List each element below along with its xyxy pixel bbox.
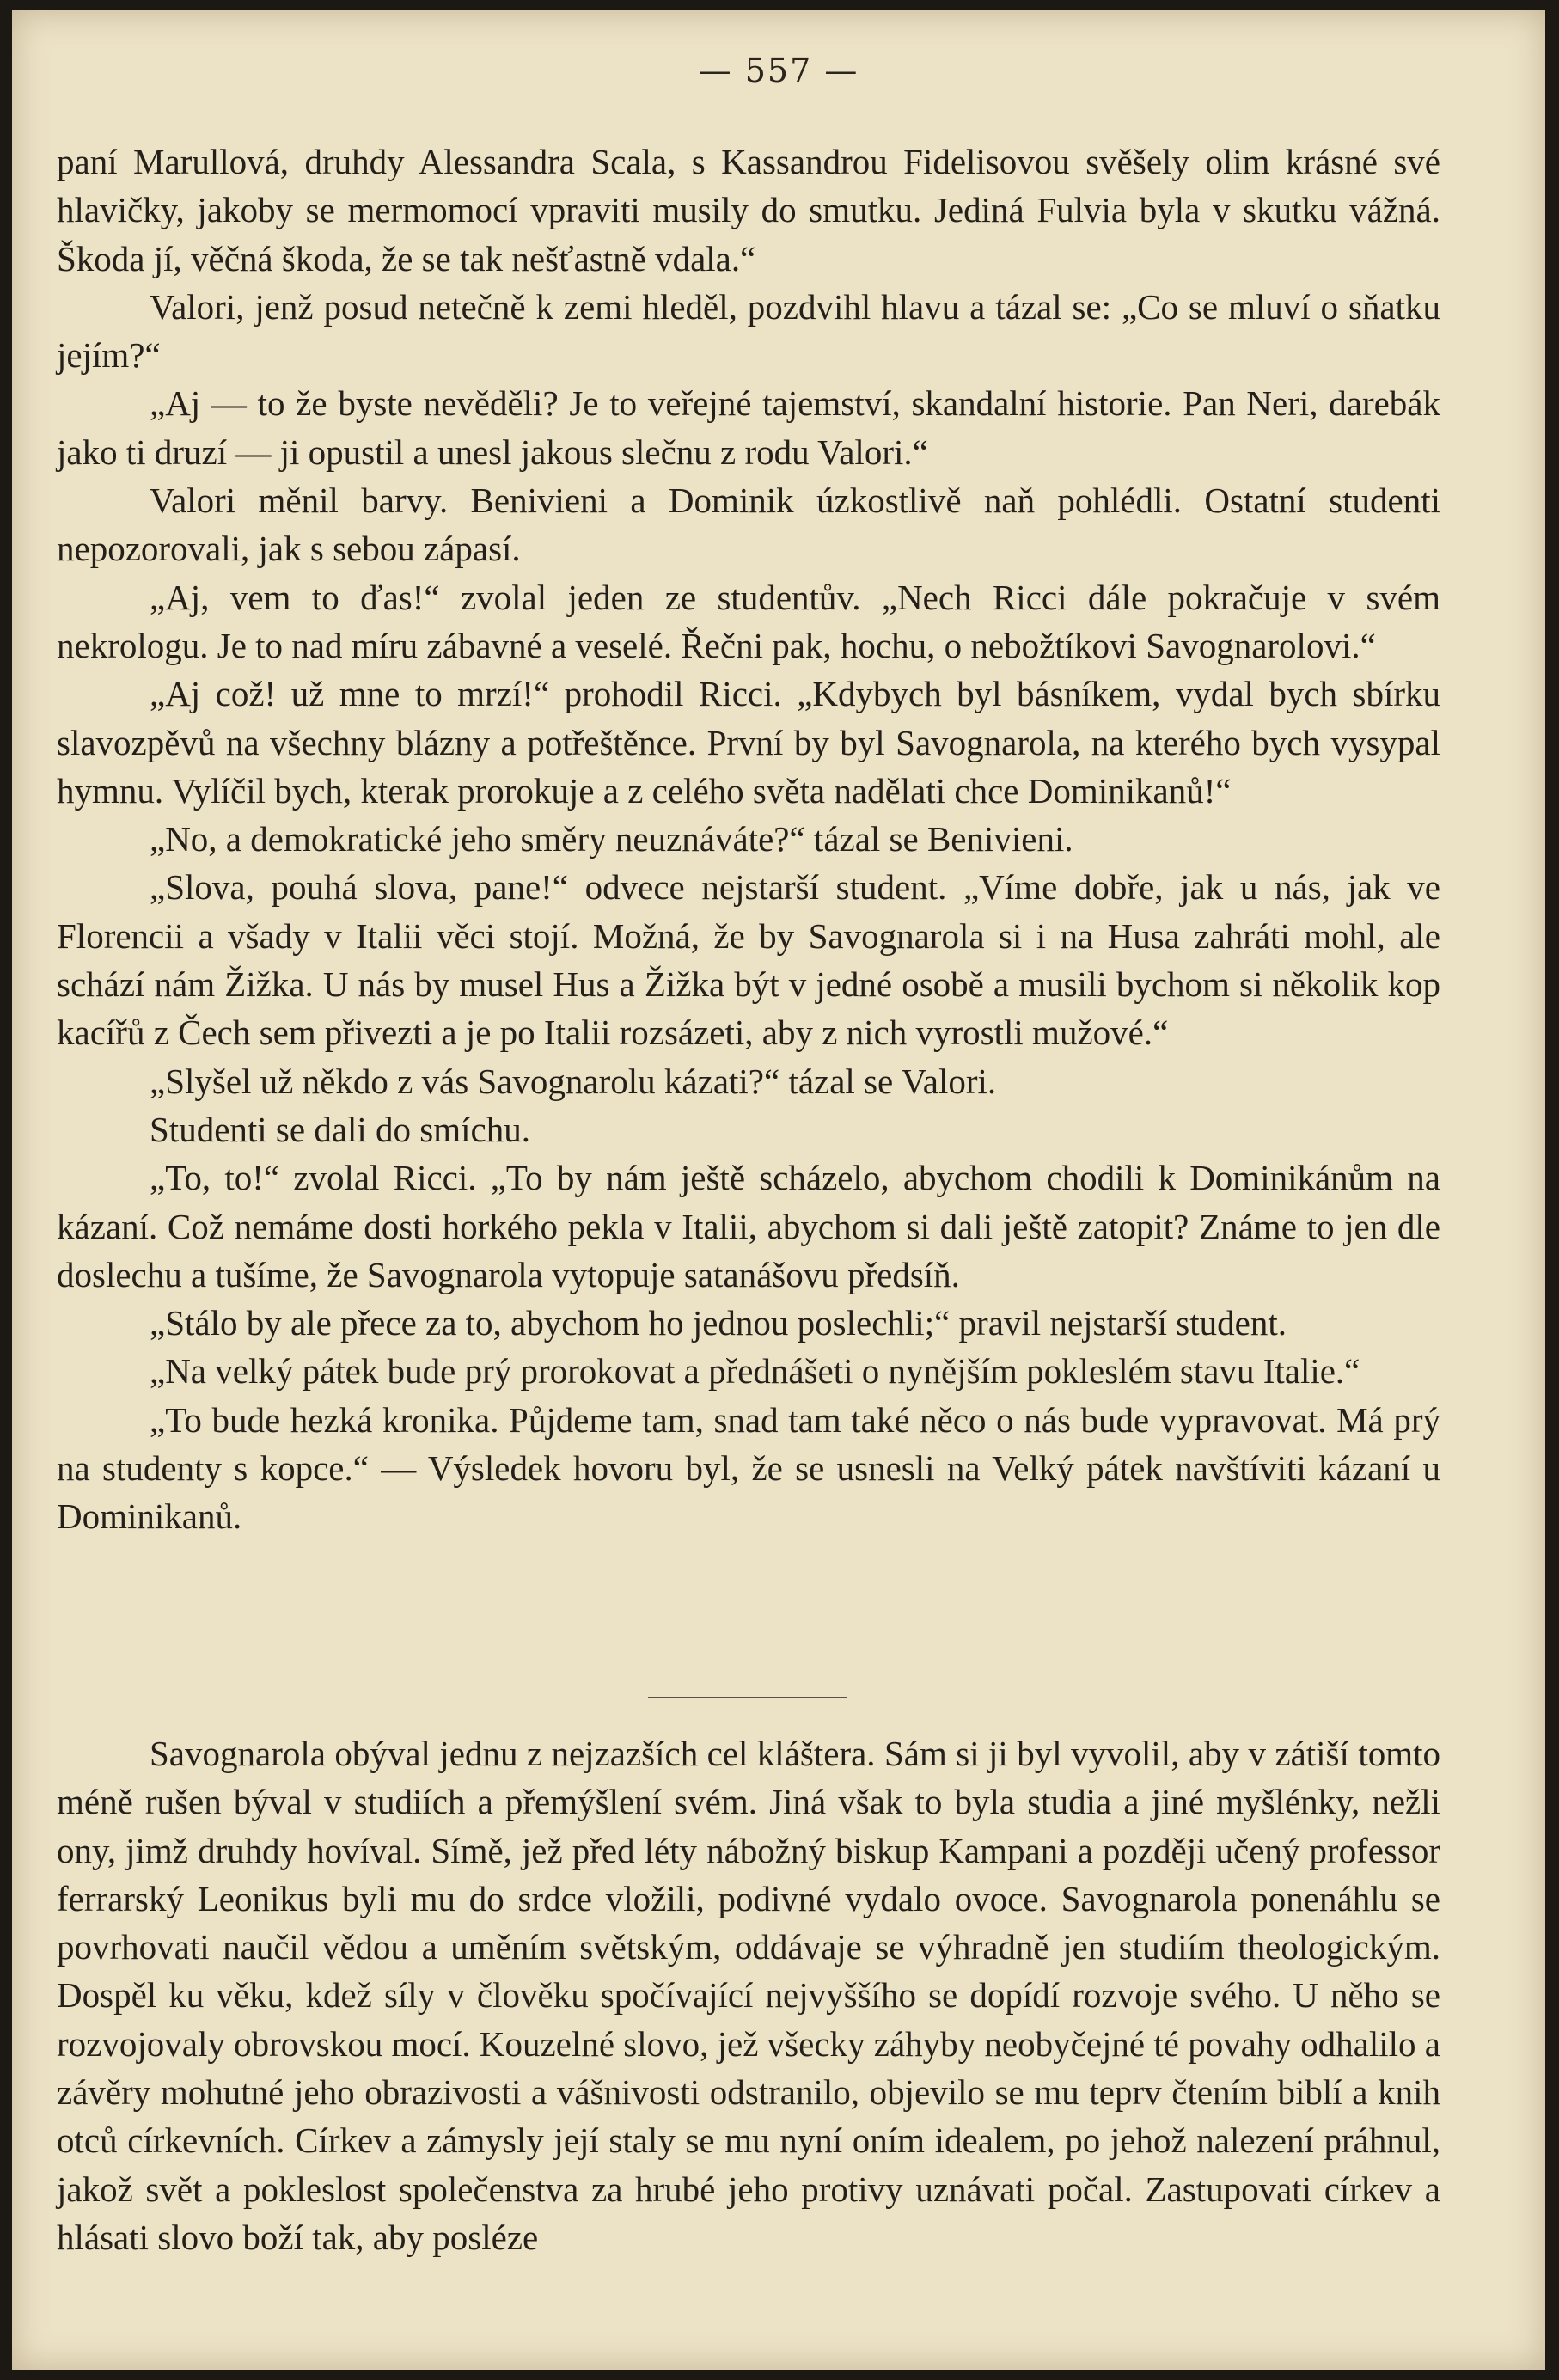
paragraph: „Aj — to že byste nevěděli? Je to veřejné tajemství, skandalní historie. Pan Neri, darebák jako ti druzí — ji opustil a unesl jakous slečnu z rodu Valori.“	[57, 383, 1440, 472]
page-number: — 557 —	[698, 52, 859, 89]
paragraph: „Stálo by ale přece za to, abychom ho jednou poslechli;“ pravil nejstarší student.	[150, 1303, 1287, 1343]
paragraph: „Slova, pouhá slova, pane!“ odvece nejstarší student. „Víme dobře, jak u nás, jak ve Florencii a všady v Italii věci stojí. Možná, že by Savognarola si i na Husa zahráti mohl, ale schází nám Žižka. U nás by musel Hus a Žižka být v jedné osobě a musili bychom si několik kop kacířů z Čech sem přivezti a je po Italii rozsázeti, aby z nich vyrostli mužové.“	[57, 867, 1440, 1053]
paragraph: Valori měnil barvy. Benivieni a Dominik úzkostlivě naň pohlédli. Ostatní studenti nepozorovali, jak s sebou zápasí.	[57, 480, 1440, 569]
paragraph: „To, to!“ zvolal Ricci. „To by nám ještě scházelo, abychom chodili k Dominikánům na kázaní. Což nemáme dosti horkého pekla v Italii, abychom si dali ještě zatopit? Známe to jen dle doslechu a tušíme, že Savognarola vytopuje satanášovu předsíň.	[57, 1158, 1440, 1294]
dialogue-section	[57, 138, 1440, 1541]
section-divider	[648, 1697, 847, 1698]
paragraph: Valori, jenž posud netečně k zemi hleděl, pozdvihl hlavu a tázal se: „Co se mluví o sňatku jejím?“	[57, 286, 1440, 376]
paragraph: Studenti se dali do smíchu.	[150, 1109, 530, 1149]
paragraph: paní Marullová, druhdy Alessandra Scala, s Kassandrou Fidelisovou svěšely olim krásné své hlavičky, jakoby se mermomocí vpraviti musily do smutku. Jediná Fulvia byla v skutku vážná. Škoda jí, věčná škoda, že se tak nešťastně vdala.“	[57, 142, 1440, 278]
book-page	[12, 10, 1545, 2370]
paragraph: „Na velký pátek bude prý prorokovat a přednášeti o nynějším pokleslém stavu Italie.“	[150, 1351, 1360, 1392]
paragraph: „Slyšel už někdo z vás Savognarolu kázati?“ tázal se Valori.	[150, 1061, 997, 1101]
paragraph: „To bude hezká kronika. Půjdeme tam, snad tam také něco o nás bude vypravovat. Má prý na studenty s kopce.“ — Výsledek hovoru byl, že se usnesli na Velký pátek navštíviti kázaní u Dominikanů.	[57, 1399, 1440, 1537]
paragraph: „Aj, vem to ďas!“ zvolal jeden ze studentův. „Nech Ricci dále pokračuje v svém nekrologu. Je to nad míru zábavné a veselé. Řečni pak, hochu, o nebožtíkovi Savognarolovi.“	[57, 577, 1440, 665]
paragraph: Savognarola obýval jednu z nejzazších cel kláštera. Sám si ji byl vyvolil, aby v zátiší tomto méně rušen býval v studiích a přemýšlení svém. Jiná však to byla studia a jiné myšlénky, nežli ony, jimž druhdy hovíval. Símě, jež před léty nábožný biskup Kampani a později učený professor ferrarský Leonikus byli mu do srdce vložili, podivné vydalo ovoce. Savognarola ponenáhlu se povrhovati naučil vědou a uměním světským, oddávaje se výhradně jen studiím theologickým. Dospěl ku věku, kdež síly v člověku spočívající nejvyššího se dopídí rozvoje svého. U něho se rozvojovaly obrovskou mocí. Kouzelné slovo, jež všecky záhyby neobyčejné té povahy odhalilo a závěry mohutné jeho obrazivosti a vášnivosti odstranilo, objevilo se mu teprv čtením biblí a knih otců církevních. Církev a zámysly její staly se mu nyní oním idealem, po jehož nalezení práhnul, jakož svět a pokleslost společenstva za hrubé jeho protivy uznávati počal. Zastupovati církev a hlásati slovo boží tak, aby posléze	[57, 1734, 1440, 2257]
narrative-section	[57, 1729, 1440, 2261]
paragraph: „Aj což! už mne to mrzí!“ prohodil Ricci. „Kdybych byl básníkem, vydal bych sbírku slavozpěvů na všechny blázny a potřeštěnce. První by byl Savognarola, na kterého bych vysypal hymnu. Vylíčil bych, kterak prorokuje a z celého světa nadělati chce Dominikanů!“	[57, 674, 1440, 811]
paragraph: „No, a demokratické jeho směry neuznáváte?“ tázal se Benivieni.	[150, 819, 1073, 860]
